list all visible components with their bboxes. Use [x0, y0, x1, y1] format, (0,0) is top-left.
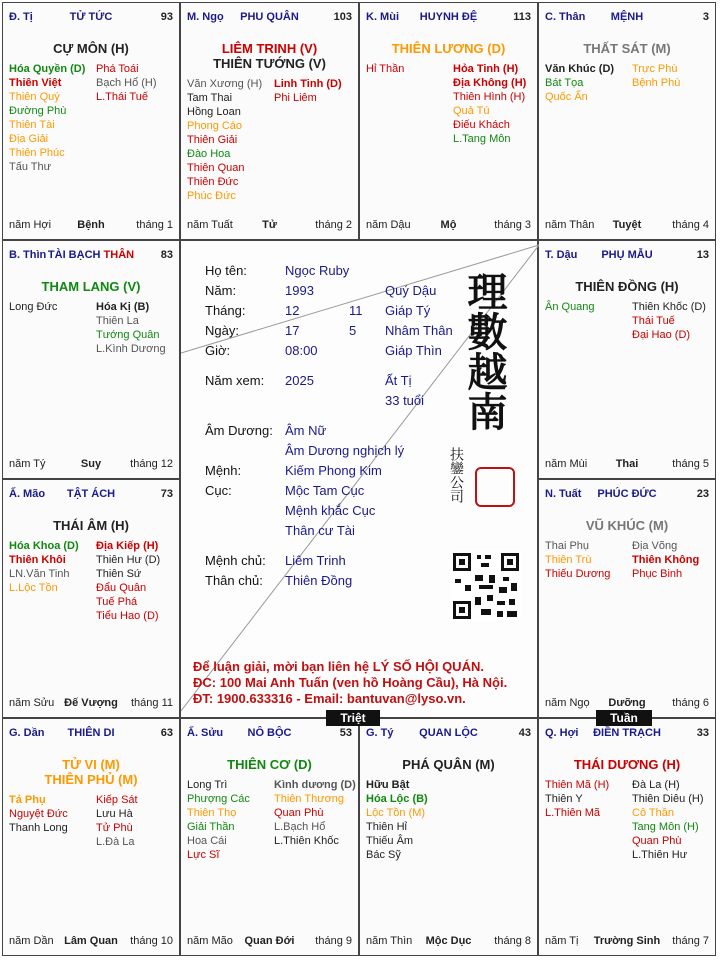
label-menh-chu: Mệnh chủ: — [205, 553, 266, 568]
palace-can-chi: B. Thìn — [9, 249, 47, 261]
main-star: THIÊN ĐỒNG (H) — [575, 279, 679, 294]
palace-footer — [187, 935, 352, 949]
star-item: Phong Cáo — [187, 120, 243, 132]
footer-month: tháng 8 — [494, 935, 531, 947]
main-star: THIÊN PHỦ (M) — [44, 772, 138, 787]
footer-phase: Tử — [262, 219, 277, 231]
star-item: Tiểu Hao (D) — [96, 610, 159, 622]
palace-can-chi: Q. Hợi — [545, 727, 579, 739]
footer-phase: Dưỡng — [608, 697, 646, 709]
palace-title: QUAN LỘC — [419, 727, 478, 739]
star-item: Linh Tinh (D) — [274, 78, 342, 90]
palace-title: PHU QUÂN — [240, 11, 299, 23]
star-item: Thiếu Dương — [545, 568, 611, 580]
footer-year: năm Thân — [545, 219, 595, 231]
star-item: Thiên Đức — [187, 176, 239, 188]
star-item: Địa Võng — [632, 540, 678, 552]
palace-ngo — [180, 2, 359, 240]
palace-footer — [545, 458, 709, 472]
palace-number: 13 — [696, 249, 709, 261]
star-item: Lực Sĩ — [187, 849, 220, 861]
value-nam-can: Quý Dậu — [385, 283, 437, 298]
star-item: Quan Phù — [632, 835, 682, 847]
star-item: Đẩu Quân — [96, 582, 147, 594]
star-item: Quả Tú — [453, 105, 490, 117]
star-item: Hóa Lộc (B) — [366, 793, 428, 805]
main-star: THIÊN LƯƠNG (D) — [391, 41, 506, 56]
star-item: Thai Phụ — [545, 540, 590, 552]
palace-title: TẬT ÁCH — [66, 488, 116, 500]
palace-number: 43 — [518, 727, 531, 739]
value-cuc: Mộc Tam Cục — [285, 483, 365, 498]
star-item: Thiên Giải — [187, 134, 238, 146]
label-ngay: Ngày: — [205, 323, 239, 338]
star-item: Thiên Khôi — [9, 554, 66, 566]
palace-can-chi: G. Tý — [366, 727, 394, 739]
star-item: Văn Xương (H) — [187, 78, 263, 90]
footer-phase: Thai — [615, 458, 639, 470]
palace-number: 63 — [160, 727, 173, 739]
star-item: L.Bạch Hổ — [274, 821, 326, 833]
palace-name — [9, 488, 173, 500]
palace-header — [9, 249, 173, 263]
star-item: Thiên Khốc (D) — [632, 301, 706, 313]
palace-can-chi: C. Thân — [545, 11, 586, 23]
star-item: Trực Phù — [632, 63, 678, 75]
palace-number: 83 — [160, 249, 173, 261]
center-info-panel — [180, 240, 538, 718]
main-star: THIÊN CƠ (D) — [227, 757, 312, 772]
company-side-text: 扶鑾公司 — [448, 447, 464, 503]
star-item: Tấu Thư — [9, 161, 52, 173]
palace-number: 33 — [696, 727, 709, 739]
footer-month: tháng 6 — [672, 697, 709, 709]
star-item: Văn Khúc (D) — [545, 63, 615, 75]
label-thang: Tháng: — [205, 303, 246, 318]
right-star-list — [96, 539, 160, 623]
star-item: Thanh Long — [9, 822, 68, 834]
value-thang-can: Giáp Tý — [385, 303, 431, 318]
palace-header — [187, 11, 352, 25]
palace-can-chi: K. Mùi — [366, 11, 399, 23]
palace-footer — [187, 219, 352, 233]
star-item: Thiên Quan — [187, 162, 245, 174]
value-ngay-can: Nhâm Thân — [385, 323, 453, 338]
star-item: Quan Phù — [274, 807, 324, 819]
star-item: Địa Không (H) — [453, 77, 527, 89]
value-tuoi: 33 tuổi — [385, 393, 425, 408]
value-menh-chu: Liêm Trinh — [285, 553, 346, 568]
star-item: Phục Binh — [632, 568, 683, 580]
palace-title: ĐIỀN TRẠCH — [593, 727, 661, 739]
star-item: Tuế Phá — [96, 596, 138, 608]
palace-title: TỬ TỨC — [69, 11, 113, 23]
palace-footer — [545, 697, 709, 711]
main-star: THẤT SÁT (M) — [583, 41, 671, 56]
footer-month: tháng 7 — [672, 935, 709, 947]
star-item: Thiên Hỉ — [366, 821, 407, 833]
footer-phase: Tuyệt — [612, 219, 642, 231]
star-item: Quốc Ấn — [545, 91, 588, 103]
right-star-list — [632, 778, 704, 862]
star-item: Thái Tuế — [632, 315, 675, 327]
star-item: L.Thiên Khốc — [274, 835, 339, 847]
palace-ty — [359, 718, 538, 956]
footer-year: năm Dậu — [366, 219, 411, 231]
value-gio: 08:00 — [285, 343, 318, 358]
qr-code — [451, 551, 521, 621]
footer-month: tháng 12 — [130, 458, 173, 470]
footer-year: năm Sửu — [9, 697, 55, 709]
left-star-list — [366, 778, 428, 862]
calligraphy-logo: 理數越南 — [461, 271, 508, 431]
red-seal-stamp — [475, 467, 515, 507]
footer-month: tháng 11 — [130, 697, 173, 709]
star-item: Thiên Việt — [9, 77, 62, 89]
palace-number: 93 — [160, 11, 173, 23]
value-gio-can: Giáp Thìn — [385, 343, 442, 358]
star-item: L.Thiên Hư — [632, 849, 688, 861]
footer-year: năm Mùi — [545, 458, 588, 470]
star-item: Tướng Quân — [96, 329, 160, 341]
footer-year: năm Tị — [545, 935, 579, 947]
star-item: Kiếp Sát — [96, 794, 138, 806]
left-star-list — [187, 77, 262, 203]
star-item: Điếu Khách — [453, 119, 510, 131]
star-item: Thiên Không — [632, 554, 700, 566]
star-item: LN.Văn Tinh — [9, 568, 70, 580]
footer-year: năm Tý — [9, 458, 46, 470]
star-item: Bạch Hổ (H) — [96, 77, 157, 89]
value-thang: 12 — [285, 303, 300, 318]
palace-thin — [2, 240, 180, 479]
palace-number: 23 — [696, 488, 709, 500]
right-star-list — [274, 77, 342, 105]
palace-number: 113 — [513, 11, 531, 23]
star-item: Thiên La — [96, 315, 139, 327]
palace-can-chi: Ấ. Sửu — [187, 727, 224, 739]
star-item: Hoa Cái — [187, 835, 227, 847]
palace-footer — [545, 219, 709, 233]
value-cuc-2: Mệnh khắc Cục — [285, 503, 376, 518]
star-item: Phượng Các — [187, 793, 250, 805]
label-cuc: Cục: — [205, 483, 232, 498]
palace-header — [9, 11, 173, 25]
footer-phase: Lâm Quan — [64, 935, 118, 947]
star-item: Hồng Loan — [187, 106, 241, 118]
star-item: Tang Môn (H) — [632, 821, 699, 833]
star-item: Địa Giải — [9, 133, 49, 145]
star-item: L.Tang Môn — [453, 133, 511, 145]
star-item: Thiên Hư (D) — [96, 554, 161, 566]
star-item: L.Thiên Mã — [545, 807, 601, 819]
palace-header — [366, 727, 531, 741]
star-item: Hóa Kị (B) — [96, 301, 150, 313]
star-item: L.Thái Tuế — [96, 91, 148, 103]
palace-number: 73 — [160, 488, 173, 500]
star-item: Đường Phù — [9, 105, 67, 117]
label-nam: Năm: — [205, 283, 237, 298]
left-star-list — [545, 300, 595, 314]
footer-phase: Trường Sinh — [593, 935, 661, 947]
label-nam-xem: Năm xem: — [205, 373, 265, 388]
palace-name — [9, 727, 173, 739]
star-item: Thiên Phúc — [9, 147, 65, 159]
star-item: Thiên Hình (H) — [453, 91, 526, 103]
value-than-chu: Thiên Đồng — [285, 573, 353, 588]
label-menh: Mệnh: — [205, 463, 242, 478]
left-star-list — [9, 793, 68, 835]
palace-number: 103 — [333, 11, 352, 23]
star-item: Thiếu Âm — [366, 835, 414, 847]
star-item: Đà La (H) — [632, 779, 680, 791]
star-item: Giải Thần — [187, 821, 235, 833]
palace-can-chi: Ấ. Mão — [9, 488, 46, 500]
value-ho-ten: Ngọc Ruby — [285, 263, 350, 278]
palace-can-chi: T. Dậu — [545, 249, 578, 261]
main-star: TỬ VI (M) — [62, 757, 120, 772]
star-item: Phi Liêm — [274, 92, 317, 104]
palace-header — [187, 727, 352, 741]
footer-month: tháng 2 — [315, 219, 352, 231]
palace-title: PHỤ MẪU — [601, 249, 653, 261]
right-star-list — [632, 539, 699, 581]
left-star-list — [545, 62, 614, 104]
palace-than — [538, 2, 716, 240]
right-star-list — [96, 793, 138, 849]
palace-header — [545, 488, 709, 502]
palace-suu — [180, 718, 359, 956]
star-item: Địa Kiếp (H) — [96, 540, 159, 552]
palace-header — [545, 249, 709, 263]
star-item: Tam Thai — [187, 92, 233, 104]
value-ngay-am: 5 — [349, 323, 357, 338]
palace-name — [9, 11, 173, 23]
left-star-list — [9, 300, 57, 314]
label-gio: Giờ: — [205, 343, 231, 358]
footer-month: tháng 3 — [494, 219, 531, 231]
footer-year: năm Mão — [187, 935, 233, 947]
star-item: Long Trì — [187, 779, 228, 791]
palace-tuat — [538, 479, 716, 718]
label-am-duong: Âm Dương: — [205, 423, 273, 438]
star-item: Thiên Y — [545, 793, 583, 805]
footer-phase: Suy — [80, 458, 102, 470]
star-item: Thiên Trù — [545, 554, 592, 566]
palace-name — [9, 249, 173, 261]
palace-footer — [366, 219, 531, 233]
value-ngay: 17 — [285, 323, 300, 338]
star-item: L.Lộc Tồn — [9, 582, 58, 594]
triet-tag: Triệt — [326, 710, 380, 726]
main-star: THÁI DƯƠNG (H) — [573, 757, 681, 772]
palace-name — [545, 727, 709, 739]
palace-mui — [359, 2, 538, 240]
palace-dan — [2, 718, 180, 956]
star-item: Thiên Sứ — [96, 568, 142, 580]
star-item: Long Đức — [9, 301, 58, 313]
star-item: Thiên Thọ — [187, 807, 237, 819]
label-ho-ten: Họ tên: — [205, 263, 247, 278]
footer-phase: Đế Vượng — [64, 697, 118, 709]
star-item: Thiên Thương — [274, 793, 345, 805]
left-star-list — [545, 539, 610, 581]
palace-footer — [9, 697, 173, 711]
footer-month: tháng 4 — [672, 219, 709, 231]
palace-footer — [9, 219, 173, 233]
star-item: Cô Thần — [632, 807, 674, 819]
star-item: Hóa Khoa (D) — [9, 540, 79, 552]
palace-can-chi: N. Tuất — [545, 488, 582, 500]
star-item: Ân Quang — [545, 301, 595, 313]
footer-month: tháng 9 — [315, 935, 352, 947]
footer-month: tháng 1 — [136, 219, 173, 231]
tuan-tag: Tuần — [596, 710, 652, 726]
star-item: Hóa Quyền (D) — [9, 63, 86, 75]
palace-footer — [9, 935, 173, 949]
value-thang-am: 11 — [349, 303, 363, 318]
right-star-list — [96, 300, 166, 356]
palace-name — [187, 727, 352, 739]
palace-name — [545, 11, 709, 23]
footer-phase: Bệnh — [77, 219, 105, 231]
star-item: Lộc Tồn (M) — [366, 807, 426, 819]
value-am-duong: Âm Nữ — [285, 423, 327, 438]
main-star: VŨ KHÚC (M) — [585, 518, 669, 533]
star-item: Thiên Quý — [9, 91, 60, 103]
star-item: Tử Phù — [96, 822, 133, 834]
star-item: Bệnh Phù — [632, 77, 681, 89]
palace-title: NÔ BỘC — [247, 727, 292, 739]
value-nam-xem: 2025 — [285, 373, 314, 388]
footer-phase: Mộc Dục — [425, 935, 472, 947]
contact-line-2: ĐC: 100 Mai Anh Tuấn (ven hồ Hoàng Cầu), Hà Nội. — [193, 675, 508, 690]
footer-year: năm Ngọ — [545, 697, 590, 709]
palace-name — [545, 249, 709, 261]
palace-header — [366, 11, 531, 25]
palace-can-chi: Đ. Tị — [9, 11, 33, 23]
palace-can-chi: G. Dần — [9, 727, 45, 739]
palace-header — [9, 488, 173, 502]
star-item: Hỏa Tinh (H) — [453, 63, 519, 75]
star-item: Thiên Mã (H) — [545, 779, 610, 791]
footer-month: tháng 5 — [672, 458, 709, 470]
right-star-list — [453, 62, 526, 146]
left-star-list — [187, 778, 250, 862]
star-item: L.Kình Dương — [96, 343, 166, 355]
value-nam: 1993 — [285, 283, 314, 298]
palace-title: TÀI BẠCH — [47, 249, 101, 261]
main-star: THAM LANG (V) — [41, 279, 141, 294]
contact-line-1: Để luận giải, mời bạn liên hệ LÝ SỐ HỘI QUÁN. — [193, 659, 484, 674]
footer-year: năm Thìn — [366, 935, 413, 947]
star-item: Hỉ Thần — [366, 63, 405, 75]
star-item: Tả Phụ — [9, 794, 46, 806]
palace-name — [187, 11, 352, 23]
left-star-list — [9, 62, 85, 174]
star-item: Phúc Đức — [187, 190, 236, 202]
star-item: Hữu Bật — [366, 779, 410, 791]
palace-footer — [9, 458, 173, 472]
value-nam-xem-can: Ất Tị — [385, 373, 412, 388]
value-cuc-3: Thân cư Tài — [285, 523, 355, 538]
palace-name — [366, 11, 531, 23]
palace-footer — [366, 935, 531, 949]
palace-header — [9, 727, 173, 741]
footer-phase: Quan Đới — [244, 935, 295, 947]
left-star-list — [545, 778, 609, 820]
star-item: Thiên Tài — [9, 119, 55, 131]
palace-can-chi: M. Ngọ — [187, 11, 224, 23]
star-item: Thiên Diêu (H) — [632, 793, 704, 805]
palace-number: 53 — [339, 727, 352, 739]
main-star: THÁI ÂM (H) — [53, 518, 129, 533]
main-star: LIÊM TRINH (V) — [221, 41, 318, 56]
right-star-list — [274, 778, 356, 848]
palace-name — [366, 727, 531, 739]
palace-title: THIÊN DI — [67, 727, 115, 739]
star-item: L.Đà La — [96, 836, 135, 848]
right-star-list — [96, 62, 157, 104]
contact-line-3: ĐT: 1900.633316 - Email: bantuvan@lyso.vn. — [193, 691, 466, 706]
palace-name — [545, 488, 709, 500]
label-than-chu: Thân chủ: — [205, 573, 263, 588]
star-item: Đại Hao (D) — [632, 329, 691, 341]
than-marker: THÂN — [103, 249, 135, 261]
right-star-list — [632, 300, 706, 342]
palace-title: HUYNH ĐỆ — [419, 11, 478, 23]
star-item: Kình dương (D) — [274, 779, 356, 791]
star-item: Nguyệt Đức — [9, 808, 68, 820]
palace-footer — [545, 935, 709, 949]
palace-dau — [538, 240, 716, 479]
footer-month: tháng 10 — [130, 935, 173, 947]
main-star: THIÊN TƯỚNG (V) — [213, 56, 326, 71]
palace-title: MỆNH — [610, 11, 644, 23]
value-menh: Kiếm Phong Kim — [285, 463, 382, 478]
palace-number: 3 — [702, 11, 709, 23]
left-star-list — [366, 62, 404, 76]
footer-year: năm Dần — [9, 935, 54, 947]
footer-phase: Mộ — [440, 219, 457, 231]
footer-year: năm Tuất — [187, 219, 233, 231]
palace-header — [545, 11, 709, 25]
left-star-list — [9, 539, 79, 595]
star-item: Bác Sỹ — [366, 849, 401, 861]
main-star: CỰ MÔN (H) — [53, 41, 129, 56]
footer-year: năm Hợi — [9, 219, 52, 231]
main-star: PHÁ QUÂN (M) — [402, 757, 495, 772]
star-item: Lưu Hà — [96, 808, 133, 820]
star-item: Đào Hoa — [187, 148, 231, 160]
palace-header — [545, 727, 709, 741]
palace-ti — [2, 2, 180, 240]
right-star-list — [632, 62, 680, 90]
palace-hoi — [538, 718, 716, 956]
palace-mao — [2, 479, 180, 718]
star-item: Bát Tọa — [545, 77, 584, 89]
palace-title: PHÚC ĐỨC — [597, 488, 657, 500]
star-item: Phá Toái — [96, 63, 139, 75]
value-am-duong-2: Âm Dương nghịch lý — [285, 443, 405, 458]
